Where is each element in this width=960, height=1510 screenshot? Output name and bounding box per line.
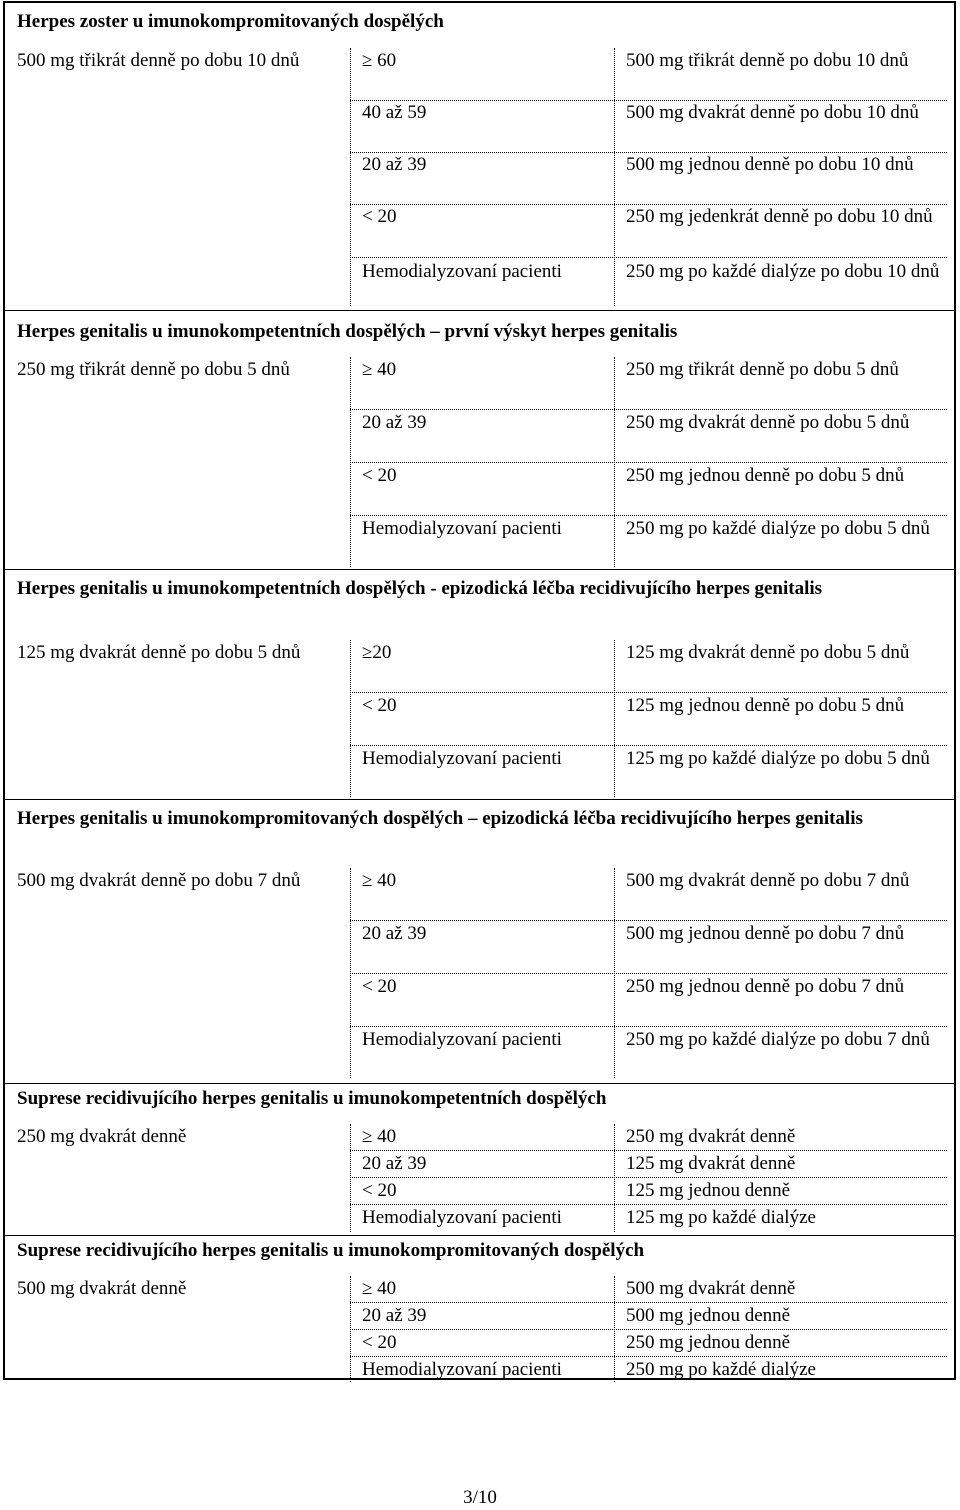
creatinine-clearance: 20 až 39 <box>362 923 427 944</box>
creatinine-clearance: Hemodialyzovaní pacienti <box>362 1207 562 1228</box>
standard-dose: 500 mg dvakrát denně <box>17 1278 187 1299</box>
dose-regimen: 250 mg jednou denně <box>626 1332 791 1353</box>
standard-dose: 250 mg dvakrát denně <box>17 1126 187 1147</box>
section-heading: Herpes genitalis u imunokompetentních dospělých – první výskyt herpes genitalis <box>17 321 678 342</box>
dose-regimen: 250 mg po každé dialýze po dobu 10 dnů <box>626 261 940 282</box>
section-heading: Suprese recidivujícího herpes genitalis u imunokompetentních dospělých <box>17 1088 607 1109</box>
dosage-table <box>3 1 956 1380</box>
creatinine-clearance: < 20 <box>362 1332 397 1353</box>
section-heading: Suprese recidivujícího herpes genitalis u imunokompromitovaných dospělých <box>17 1240 645 1261</box>
dose-regimen: 250 mg dvakrát denně <box>626 1126 796 1147</box>
creatinine-clearance: 20 až 39 <box>362 154 427 175</box>
section-heading: Herpes genitalis u imunokompetentních dospělých - epizodická léčba recidivujícího herpes genitalis <box>17 578 823 599</box>
standard-dose: 500 mg třikrát denně po dobu 10 dnů <box>17 50 300 71</box>
dose-regimen: 125 mg po každé dialýze po dobu 5 dnů <box>626 748 930 769</box>
section-divider <box>5 569 954 570</box>
creatinine-clearance: < 20 <box>362 465 397 486</box>
dose-regimen: 500 mg jednou denně po dobu 7 dnů <box>626 923 905 944</box>
dose-regimen: 125 mg dvakrát denně <box>626 1153 796 1174</box>
creatinine-clearance: ≥20 <box>362 642 392 663</box>
creatinine-clearance: < 20 <box>362 695 397 716</box>
section-heading: Herpes zoster u imunokompromitovaných dospělých <box>17 11 444 32</box>
standard-dose: 500 mg dvakrát denně po dobu 7 dnů <box>17 870 301 891</box>
creatinine-clearance: Hemodialyzovaní pacienti <box>362 748 562 769</box>
row-divider <box>350 257 947 258</box>
dose-regimen: 250 mg jednou denně po dobu 5 dnů <box>626 465 905 486</box>
dose-regimen: 500 mg dvakrát denně po dobu 10 dnů <box>626 102 919 123</box>
dose-regimen: 500 mg jednou denně po dobu 10 dnů <box>626 154 914 175</box>
dose-regimen: 125 mg jednou denně <box>626 1180 791 1201</box>
dose-regimen: 250 mg jednou denně po dobu 7 dnů <box>626 976 905 997</box>
creatinine-clearance: < 20 <box>362 1180 397 1201</box>
creatinine-clearance: ≥ 40 <box>362 1278 397 1299</box>
dose-regimen: 125 mg po každé dialýze <box>626 1207 816 1228</box>
dose-regimen: 250 mg po každé dialýze po dobu 7 dnů <box>626 1029 930 1050</box>
creatinine-clearance: Hemodialyzovaní pacienti <box>362 1359 562 1380</box>
creatinine-clearance: ≥ 40 <box>362 1126 397 1147</box>
section-divider <box>5 1083 954 1084</box>
creatinine-clearance: < 20 <box>362 976 397 997</box>
page-number: 3/10 <box>463 1487 497 1508</box>
dose-regimen: 500 mg dvakrát denně <box>626 1278 796 1299</box>
section-divider <box>5 799 954 800</box>
creatinine-clearance: 20 až 39 <box>362 1153 427 1174</box>
dose-regimen: 250 mg po každé dialýze po dobu 5 dnů <box>626 518 930 539</box>
dose-regimen: 250 mg dvakrát denně po dobu 5 dnů <box>626 412 910 433</box>
dose-regimen: 250 mg třikrát denně po dobu 5 dnů <box>626 359 899 380</box>
dose-regimen: 125 mg dvakrát denně po dobu 5 dnů <box>626 642 910 663</box>
section-divider <box>5 1235 954 1236</box>
dose-regimen: 500 mg dvakrát denně po dobu 7 dnů <box>626 870 910 891</box>
creatinine-clearance: 40 až 59 <box>362 102 427 123</box>
dose-regimen: 500 mg třikrát denně po dobu 10 dnů <box>626 50 909 71</box>
creatinine-clearance: Hemodialyzovaní pacienti <box>362 261 562 282</box>
creatinine-clearance: ≥ 40 <box>362 870 397 891</box>
creatinine-clearance: 20 až 39 <box>362 412 427 433</box>
dose-regimen: 500 mg jednou denně <box>626 1305 791 1326</box>
standard-dose: 250 mg třikrát denně po dobu 5 dnů <box>17 359 290 380</box>
creatinine-clearance: 20 až 39 <box>362 1305 427 1326</box>
creatinine-clearance: Hemodialyzovaní pacienti <box>362 518 562 539</box>
creatinine-clearance: ≥ 40 <box>362 359 397 380</box>
dose-regimen: 250 mg jedenkrát denně po dobu 10 dnů <box>626 206 933 227</box>
creatinine-clearance: ≥ 60 <box>362 50 397 71</box>
creatinine-clearance: Hemodialyzovaní pacienti <box>362 1029 562 1050</box>
creatinine-clearance: < 20 <box>362 206 397 227</box>
standard-dose: 125 mg dvakrát denně po dobu 5 dnů <box>17 642 301 663</box>
section-divider <box>5 310 954 311</box>
dose-regimen: 250 mg po každé dialýze <box>626 1359 816 1380</box>
section-heading: Herpes genitalis u imunokompromitovaných dospělých – epizodická léčba recidivujícího herpes genitalis <box>17 808 863 829</box>
dose-regimen: 125 mg jednou denně po dobu 5 dnů <box>626 695 905 716</box>
